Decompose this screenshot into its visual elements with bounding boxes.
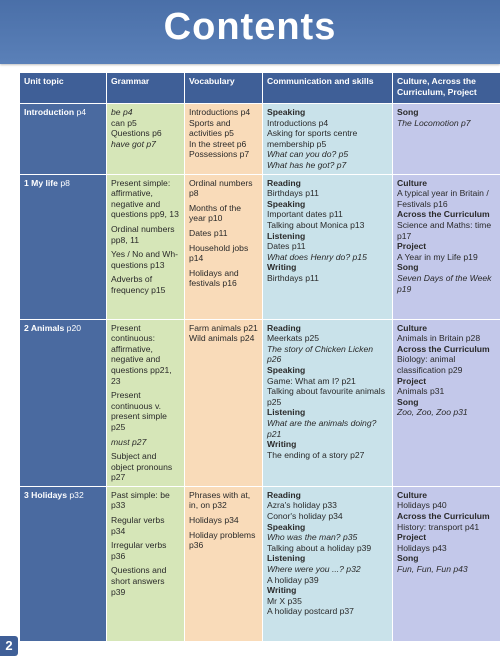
grammar-cell: [107, 486, 185, 641]
list-item: A holiday postcard p37: [267, 606, 354, 617]
title-banner: [0, 0, 500, 64]
section-heading: Song: [397, 553, 419, 564]
list-item: Adverbs of frequency p15: [111, 274, 166, 295]
table-row: [20, 486, 500, 641]
unit-topic-cell: [20, 174, 107, 319]
list-item: Yes / No and Wh- questions p13: [111, 249, 179, 270]
unit-topic-name: 3 Holidays: [24, 489, 67, 500]
section-heading: Listening: [267, 230, 306, 241]
section-heading: Project: [397, 375, 427, 386]
section-heading: Writing: [267, 585, 297, 596]
header-unit-topic: Unit topic: [20, 73, 107, 104]
list-item: Questions p6: [111, 128, 162, 139]
section-heading: Listening: [267, 553, 306, 564]
list-item: A holiday p39: [267, 574, 319, 585]
section-heading: Song: [397, 262, 419, 273]
section-heading: Across the Curriculum: [397, 511, 490, 522]
list-item: Present continuous v. present simple p25: [111, 390, 167, 432]
culture-cell: [393, 486, 500, 641]
list-item: Animals in Britain p28: [397, 333, 481, 344]
section-heading: Song: [397, 107, 419, 117]
list-item: Zoo, Zoo, Zoo p31: [397, 407, 468, 418]
unit-topic-cell: [20, 104, 107, 175]
list-item: Household jobs p14: [189, 242, 249, 264]
list-item: Ordinal numbers pp8, 11: [111, 223, 175, 245]
list-item: Conor's holiday p34: [267, 511, 343, 522]
list-item: Meerkats p25: [267, 333, 320, 344]
list-item: must p27: [111, 436, 147, 447]
list-item: Dates p11: [189, 227, 228, 238]
section-heading: Writing: [267, 262, 297, 273]
list-item: Fun, Fun, Fun p43: [397, 564, 468, 575]
culture-cell: [393, 104, 500, 175]
section-heading: Across the Curriculum: [397, 209, 490, 220]
list-item: What does Henry do? p15: [267, 251, 367, 262]
unit-topic-page: p4: [76, 107, 87, 117]
grammar-cell: [107, 319, 185, 486]
communication-cell: [263, 486, 393, 641]
section-heading: Speaking: [267, 107, 306, 117]
section-heading: Speaking: [267, 521, 306, 532]
list-item: The story of Chicken Licken p26: [267, 343, 374, 365]
list-item: Birthdays p11: [267, 272, 319, 283]
list-item: Azra's holiday p33: [267, 500, 337, 511]
section-heading: Reading: [267, 489, 301, 500]
list-item: Ordinal numbers p8: [189, 177, 253, 199]
table-row: [20, 104, 500, 175]
list-item: Present continuous: affirmative, negative and questions pp21, 23: [111, 322, 172, 386]
list-item: Holidays and festivals p16: [189, 267, 239, 289]
header-culture: Culture, Across the Curriculum, Project: [393, 73, 500, 104]
list-item: Biology: animal classification p29: [397, 354, 463, 375]
section-heading: Culture: [397, 489, 428, 500]
communication-cell: [263, 319, 393, 486]
unit-topic-cell: [20, 486, 107, 641]
page-title: Contents: [163, 6, 337, 48]
list-item: Seven Days of the Week p19: [397, 272, 492, 294]
unit-topic-name: 2 Animals: [24, 322, 65, 333]
section-heading: Across the Curriculum: [397, 343, 490, 354]
unit-topic-page: p32: [69, 489, 84, 500]
section-heading: Song: [397, 396, 419, 407]
list-item: Irregular verbs p36: [111, 540, 167, 561]
list-item: Wild animals p24: [189, 333, 255, 344]
list-item: Regular verbs p34: [111, 515, 165, 536]
list-item: can p5: [111, 117, 137, 128]
list-item: Where were you ...? p32: [267, 564, 361, 575]
list-item: Past simple: be p33: [111, 489, 170, 511]
list-item: Possessions p7: [189, 149, 250, 160]
list-item: Holidays p34: [189, 515, 239, 526]
header-vocabulary: Vocabulary: [185, 73, 263, 104]
list-item: Months of the year p10: [189, 202, 242, 224]
section-heading: Culture: [397, 322, 428, 333]
list-item: have got p7: [111, 138, 156, 149]
header-grammar: Grammar: [107, 73, 185, 104]
list-item: Introductions p4: [267, 117, 329, 128]
section-heading: Listening: [267, 407, 306, 418]
vocabulary-cell: [185, 174, 263, 319]
section-heading: Project: [397, 241, 427, 252]
list-item: What has he got? p7: [267, 159, 347, 170]
communication-cell: [263, 174, 393, 319]
list-item: Science and Maths: time p17: [397, 219, 492, 241]
list-item: Farm animals p21: [189, 322, 258, 333]
list-item: Talking about a holiday p39: [267, 542, 372, 553]
header-row: [20, 73, 500, 104]
list-item: What are the animals doing? p21: [267, 417, 377, 439]
section-heading: Speaking: [267, 198, 306, 209]
list-item: Subject and object pronouns p27: [111, 451, 173, 483]
table-body: [20, 104, 500, 642]
culture-cell: [393, 319, 500, 486]
grammar-cell: [107, 104, 185, 175]
list-item: Mr X p35: [267, 595, 302, 606]
list-item: History: transport p41: [397, 521, 480, 532]
list-item: Who was the man? p35: [267, 532, 358, 543]
list-item: Asking for sports centre membership p5: [267, 128, 358, 149]
list-item: What can you do? p5: [267, 149, 349, 160]
list-item: The Locomotion p7: [397, 117, 471, 128]
list-item: be p4: [111, 107, 133, 117]
grammar-cell: [107, 174, 185, 319]
communication-cell: [263, 104, 393, 175]
contents-table: [19, 72, 500, 642]
list-item: Talking about favourite animals p25: [267, 386, 385, 407]
list-item: Game: What am I? p21: [267, 375, 356, 386]
list-item: Holiday problems p36: [189, 529, 256, 551]
unit-topic-name: 1 My life: [24, 177, 58, 188]
list-item: Present simple: affirmative, negative and questions pp9, 13: [111, 177, 179, 220]
vocabulary-cell: [185, 104, 263, 175]
list-item: The ending of a story p27: [267, 449, 365, 460]
list-item: A Year in my Life p19: [397, 251, 478, 262]
list-item: Sports and activities p5: [189, 117, 234, 139]
unit-topic-page: p8: [60, 177, 70, 188]
list-item: Phrases with at, in, on p32: [189, 489, 251, 511]
vocabulary-cell: [185, 486, 263, 641]
table-row: [20, 319, 500, 486]
list-item: In the street p6: [189, 138, 247, 149]
unit-topic-cell: [20, 319, 107, 486]
table-row: [20, 174, 500, 319]
section-heading: Project: [397, 532, 427, 543]
list-item: Introductions p4: [189, 107, 251, 117]
list-item: Holidays p43: [397, 542, 447, 553]
section-heading: Reading: [267, 322, 301, 333]
unit-topic-page: p20: [66, 322, 82, 333]
header-communication: Communication and skills: [263, 73, 393, 104]
culture-cell: [393, 174, 500, 319]
section-heading: Reading: [267, 177, 301, 188]
section-heading: Writing: [267, 439, 297, 450]
list-item: Questions and short answers p39: [111, 565, 167, 597]
section-heading: Speaking: [267, 364, 306, 375]
page-number: 2: [0, 636, 18, 656]
list-item: Talking about Monica p13: [267, 219, 365, 230]
list-item: Important dates p11: [267, 209, 343, 220]
list-item: Holidays p40: [397, 500, 447, 511]
list-item: Dates p11: [267, 241, 306, 252]
vocabulary-cell: [185, 319, 263, 486]
list-item: A typical year in Britain / Festivals p16: [397, 188, 489, 209]
list-item: Animals p31: [397, 386, 445, 397]
section-heading: Culture: [397, 177, 428, 188]
list-item: Birthdays p11: [267, 188, 319, 199]
unit-topic-name: Introduction: [24, 107, 75, 117]
